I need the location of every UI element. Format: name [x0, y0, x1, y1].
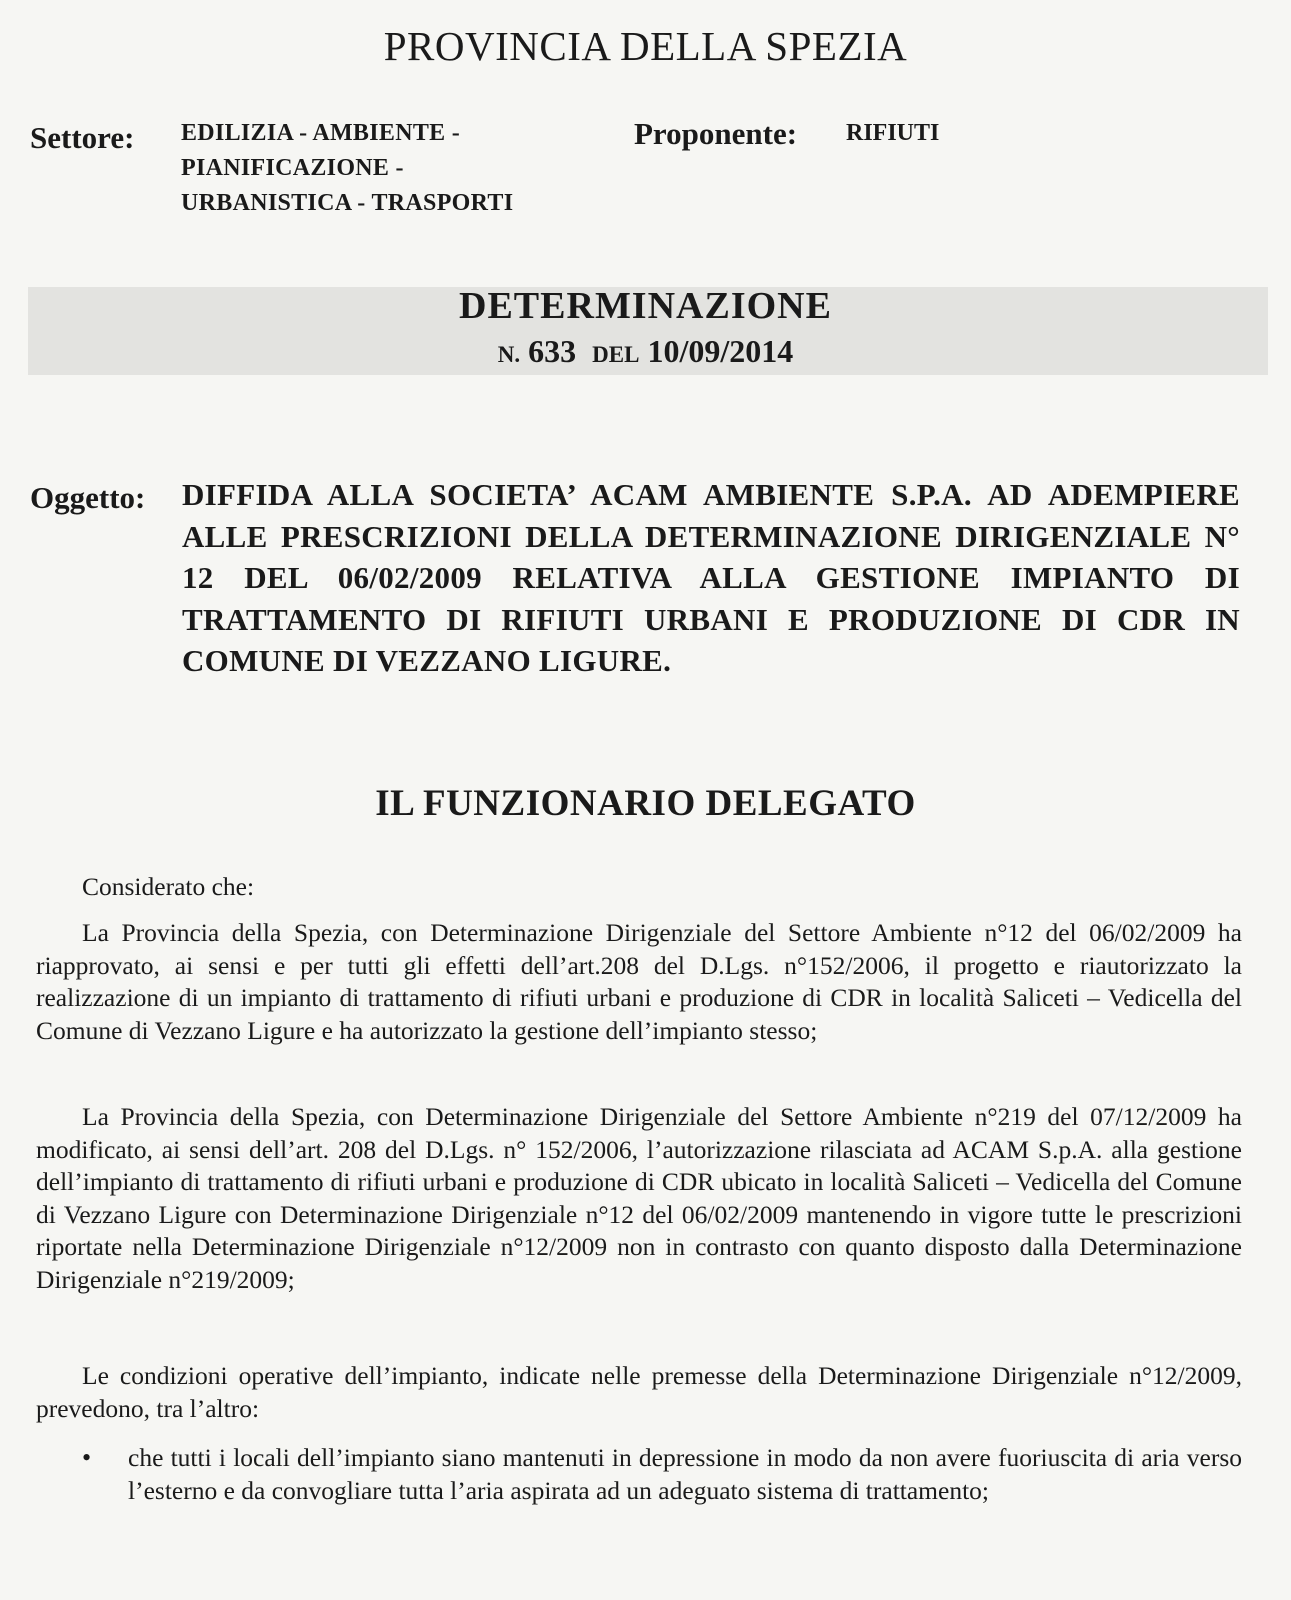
proponente-value: RIFIUTI	[846, 120, 940, 146]
oggetto-text: DIFFIDA ALLA SOCIETA’ ACAM AMBIENTE S.P.A. AD ADEMPIERE ALLE PRESCRIZIONI DELLA DETERMINAZIONE DIRIGENZIALE N° 12 DEL 06/02/2009 RELATIVA ALLA GESTIONE IMPIANTO DI TRATTAMENTO DI RIFIUTI URBANI E PRODUZIONE DI CDR IN COMUNE DI VEZZANO LIGURE.	[182, 477, 1240, 678]
del-label: DEL	[592, 342, 640, 367]
paragraph: La Provincia della Spezia, con Determinazione Dirigenziale del Settore Ambiente n°219 del 07/12/2009 ha modificato, ai sensi dell’art. 208 del D.Lgs. n° 152/2006, l’autorizzazione rilasciata ad ACAM S.p.A. alla gestione dell’impianto di trattamento di rifiuti urbani e produzione di CDR ubicato in località Saliceti – Vedicella del Comune di Vezzano Ligure con Determinazione Dirigenziale n°12 del 06/02/2009 mantenendo in vigore tutte le prescrizioni riportate nella Determinazione Dirigenziale n°12/2009 non in contrasto con quanto disposto dalla Determinazione Dirigenziale n°219/2009;	[36, 1102, 1242, 1294]
bullet-icon: •	[82, 1443, 92, 1472]
settore-line: PIANIFICAZIONE -	[181, 155, 404, 181]
settore-value	[181, 116, 621, 221]
paragraph: La Provincia della Spezia, con Determinazione Dirigenziale del Settore Ambiente n°12 del 06/02/2009 ha riapprovato, ai sensi e per tutti gli effetti dell’art.208 del D.Lgs. n°152/2006, il progetto e riautorizzato la realizzazione di un impianto di trattamento di rifiuti urbani e produzione di CDR in località Saliceti – Vedicella del Comune di Vezzano Ligure e ha autorizzato la gestione dell’impianto stesso;	[36, 918, 1242, 1045]
settore-line: EDILIZIA - AMBIENTE -	[181, 120, 461, 146]
n-label: N.	[497, 342, 521, 367]
determinazione-title: DETERMINAZIONE	[459, 285, 832, 327]
settore-label: Settore:	[30, 120, 135, 155]
proponente-label: Proponente:	[634, 116, 798, 151]
section-heading: IL FUNZIONARIO DELEGATO	[375, 783, 916, 824]
province-title: PROVINCIA DELLA SPEZIA	[383, 23, 908, 69]
intro-text: Considerato che:	[82, 872, 255, 901]
bullet-text: che tutti i locali dell’impianto siano mantenuti in depressione in modo da non avere fuoriuscita di aria verso l’esterno e da convogliare tutta l’aria aspirata ad un adeguato sistema di trattamento;	[128, 1443, 1242, 1505]
paragraph: Le condizioni operative dell’impianto, indicate nelle premesse della Determinazione Dirigenziale n°12/2009, prevedono, tra l’altro:	[36, 1361, 1242, 1423]
sector-row	[30, 116, 1260, 226]
settore-line: URBANISTICA - TRASPORTI	[181, 190, 514, 216]
determinazione-number: 633	[528, 333, 577, 369]
determinazione-number-line	[0, 333, 1291, 370]
determinazione-date: 10/09/2014	[647, 333, 794, 369]
oggetto-label: Oggetto:	[30, 480, 146, 515]
